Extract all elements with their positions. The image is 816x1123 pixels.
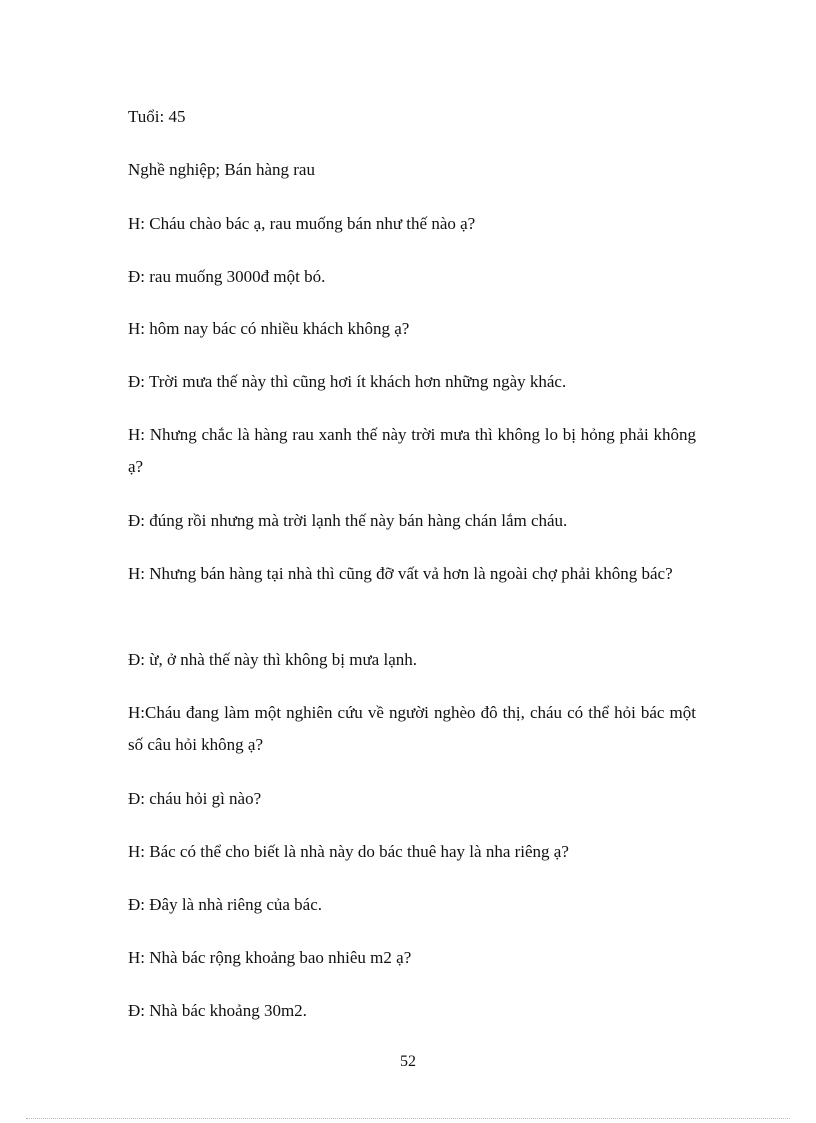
paragraph-answer: Đ: Trời mưa thế này thì cũng hơi ít khách hơn những ngày khác. xyxy=(128,372,567,391)
paragraph-answer: Đ: Nhà bác khoảng 30m2. xyxy=(128,1001,307,1020)
paragraph-occupation: Nghề nghiệp; Bán hàng rau xyxy=(128,160,315,179)
page-number: 52 xyxy=(400,1053,416,1070)
paragraph-question: H: Bác có thể cho biết là nhà này do bác thuê hay là nha riêng ạ? xyxy=(128,842,569,861)
paragraph-answer: Đ: đúng rồi nhưng mà trời lạnh thế này bán hàng chán lắm cháu. xyxy=(128,511,568,530)
paragraph-answer: Đ: cháu hỏi gì nào? xyxy=(128,789,262,808)
paragraph-answer: Đ: ừ, ở nhà thế này thì không bị mưa lạnh. xyxy=(128,650,417,669)
paragraph-question: H: Nhưng chắc là hàng rau xanh thế này trời mưa thì không lo bị hỏng phải không ạ? xyxy=(128,425,696,476)
paragraph-question: H:Cháu đang làm một nghiên cứu về người nghèo đô thị, cháu có thể hỏi bác một số câu hỏi không ạ? xyxy=(128,703,696,754)
paragraph-question: H: Nhà bác rộng khoảng bao nhiêu m2 ạ? xyxy=(128,948,412,967)
paragraph-answer: Đ: Đây là nhà riêng của bác. xyxy=(128,895,322,914)
paragraph-age: Tuổi: 45 xyxy=(128,107,186,126)
paragraph-question: H: Cháu chào bác ạ, rau muống bán như thế nào ạ? xyxy=(128,214,476,233)
paragraph-question: H: hôm nay bác có nhiều khách không ạ? xyxy=(128,319,410,338)
page-bottom-divider xyxy=(26,1118,790,1119)
paragraph-answer: Đ: rau muống 3000đ một bó. xyxy=(128,267,326,286)
paragraph-question: H: Nhưng bán hàng tại nhà thì cũng đỡ vất vả hơn là ngoài chợ phải không bác? xyxy=(128,564,673,583)
